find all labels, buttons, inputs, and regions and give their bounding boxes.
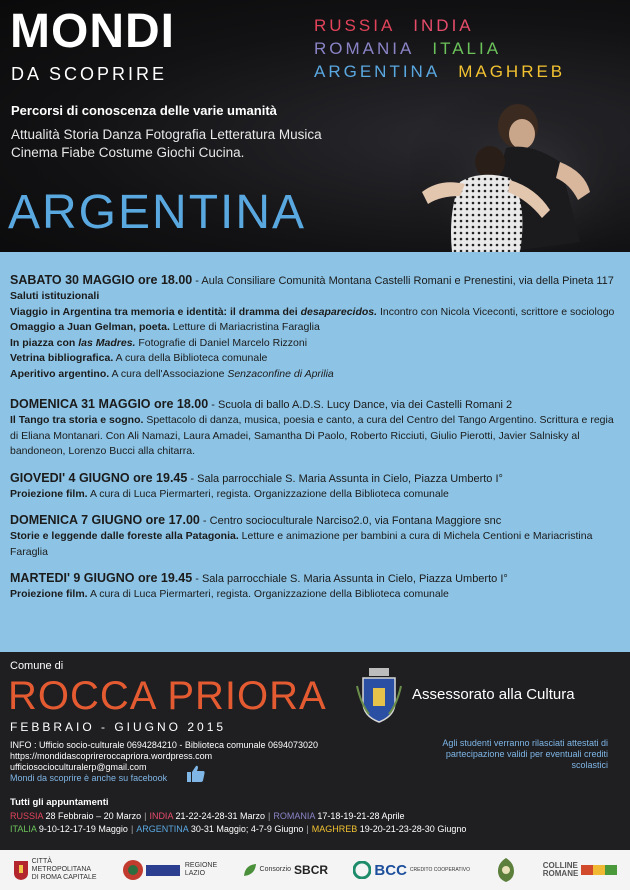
series-subtitle: DA SCOPRIRE	[11, 64, 168, 84]
event-line-title: Viaggio in Argentina tra memoria e identità: il dramma dei	[10, 305, 301, 318]
event-line-desc: A cura di Luca Piermarteri, regista. Organizzazione della Biblioteca comunale	[87, 588, 449, 600]
event-place: - Scuola di ballo A.D.S. Lucy Dance, via dei Castelli Romani 2	[208, 399, 513, 411]
info-email[interactable]: ufficiosocioculturalerp@gmail.com	[10, 762, 147, 772]
event-3	[10, 470, 620, 503]
event-line-title: Il Tango tra storia e sogno.	[10, 414, 144, 426]
event-line-desc: Fotografie di Daniel Marcelo Rizzoni	[135, 336, 308, 349]
sponsor-logos	[0, 850, 630, 890]
info-website[interactable]: https://mondidascoprireroccapriora.wordpress.com	[10, 751, 213, 761]
event-date: SABATO 30 MAGGIO ore 18.00	[10, 273, 193, 287]
info-phones: INFO : Ufficio socio-culturale 0694284210 - Biblioteca comunale 0694073020	[10, 740, 319, 750]
event-line-title-italic: las Madres.	[78, 336, 136, 349]
sched-country: INDIA	[149, 811, 173, 821]
logo-emblem	[495, 857, 517, 883]
event-line-desc: Spettacolo di danza, musica, poesia e canto, a cura del Centro del Tango Argentino. Scrittura e regia di Eliana Montanari. Con Ali Namazi, Laura Amadei, Samantha Di Paolo, Roberto Ricciuti, Giulio Pierotti, Javier Salnisky al bandoneon, Lorenzo Bucci alla chitarra.	[10, 414, 614, 457]
event-line: Saluti istituzionali	[10, 290, 100, 302]
logo-sbcr	[243, 863, 329, 877]
event-date: MARTEDI' 9 GIUGNO ore 19.45	[10, 571, 193, 585]
thumbs-up-icon[interactable]	[186, 765, 206, 783]
sched-dates: 17-18-19-21-28 Aprile	[317, 811, 405, 821]
contact-info	[10, 740, 350, 773]
event-place: - Centro socioculturale Narciso2.0, via Fontana Maggiore snc	[199, 515, 502, 527]
event-line-title: Proiezione film.	[10, 487, 88, 500]
logo-text: COLLINE ROMANE	[542, 861, 579, 878]
tango-dancers-photo	[410, 92, 620, 252]
event-5	[10, 570, 620, 603]
poster-footer	[0, 652, 630, 850]
event-2	[10, 396, 620, 460]
sched-country: RUSSIA	[10, 811, 44, 821]
event-line-title: Storie e leggende dalle foreste alla Patagonia.	[10, 530, 239, 542]
country-russia: RUSSIA	[314, 16, 396, 35]
facebook-link[interactable]: Mondi da scoprire è anche su facebook	[10, 773, 168, 783]
assessorato: Assessorato alla Cultura	[412, 686, 575, 703]
sched-dates: 28 Febbraio – 20 Marzo	[45, 811, 142, 821]
country-romania: ROMANIA	[314, 39, 415, 58]
country-list	[314, 14, 624, 83]
series-title: MONDI	[10, 5, 175, 58]
event-line-desc: A cura di Luca Piermarteri, regista. Organizzazione della Biblioteca comunale	[87, 487, 449, 500]
event-date: GIOVEDI' 4 GIUGNO ore 19.45	[10, 470, 188, 485]
sched-country: MAGHREB	[311, 824, 358, 834]
event-line-desc: A cura della Biblioteca comunale	[113, 352, 268, 364]
event-4	[10, 512, 620, 560]
poster-header	[0, 0, 630, 252]
featured-country: ARGENTINA	[8, 186, 307, 239]
comune-label: Comune di	[10, 660, 64, 672]
logo-citta-metropolitana	[13, 858, 97, 882]
sched-dates: 19-20-21-23-28-30 Giugno	[359, 824, 467, 834]
event-line-desc: Incontro con Nicola Viceconti, scrittore e sociologo	[377, 305, 615, 318]
event-line-title: Vetrina bibliografica.	[10, 352, 114, 364]
event-place: - Sala parrocchiale S. Maria Assunta in Cielo, Piazza Umberto I°	[192, 573, 508, 585]
regione-lazio-icon	[122, 859, 182, 881]
event-line-title: Aperitivo argentino.	[10, 367, 110, 380]
students-note: Agli studenti verranno rilasciati attestati di partecipazione validi per eventuali crediti scolastici	[442, 738, 608, 770]
town-crest-icon	[355, 664, 403, 724]
town-name: ROCCA PRIORA	[8, 674, 327, 718]
metro-crest-icon	[13, 859, 29, 881]
event-date: DOMENICA 7 GIUGNO ore 17.00	[10, 513, 200, 527]
bcc-icon	[353, 861, 371, 879]
event-line-title: Proiezione film.	[10, 588, 88, 600]
topics-list: Attualità Storia Danza Fotografia Letteratura Musica Cinema Fiabe Costume Giochi Cucina.	[11, 127, 322, 160]
sched-dates: 9-10-12-17-19 Maggio	[38, 824, 128, 834]
logo-text: BCC	[374, 861, 407, 879]
country-argentina: ARGENTINA	[314, 62, 441, 81]
logo-text: REGIONE LAZIO	[184, 862, 218, 877]
program-section	[0, 252, 630, 652]
sbcr-leaf-icon	[243, 863, 257, 877]
all-events-label: Tutti gli appuntamenti	[10, 797, 109, 808]
sched-country: ROMANIA	[273, 811, 315, 821]
colline-stripes-icon	[581, 865, 617, 875]
sched-dates: 21-22-24-28-31 Marzo	[175, 811, 266, 821]
logo-colline-romane	[543, 862, 618, 878]
event-line-title-italic: desaparecidos.	[300, 305, 378, 318]
event-date: DOMENICA 31 MAGGIO ore 18.00	[10, 397, 209, 411]
country-maghreb: MAGHREB	[458, 62, 566, 81]
logo-regione-lazio	[122, 859, 217, 881]
event-line-title: In piazza con	[10, 336, 79, 349]
event-line-desc: Letture di Mariacristina Faraglia	[169, 321, 320, 333]
event-place: - Aula Consiliare Comunità Montana Castelli Romani e Prenestini, via della Pineta 117	[192, 275, 614, 287]
sched-dates: 30-31 Maggio; 4-7-9 Giugno	[190, 824, 304, 834]
sched-country: ITALIA	[10, 824, 37, 834]
tagline: Percorsi di conoscenza delle varie umanità	[11, 103, 277, 118]
country-italia: ITALIA	[432, 39, 502, 58]
event-1	[10, 272, 620, 382]
event-line-title: Omaggio a Juan Gelman, poeta.	[10, 321, 170, 333]
logo-text: CITTÀ METROPOLITANA DI ROMA CAPITALE	[31, 858, 97, 881]
emblem-icon	[495, 857, 517, 883]
period: FEBBRAIO - GIUGNO 2015	[10, 720, 227, 734]
event-place: - Sala parrocchiale S. Maria Assunta in Cielo, Piazza Umberto I°	[187, 472, 503, 485]
event-line-desc: A cura dell'Associazione	[109, 367, 228, 380]
logo-bcc	[353, 861, 470, 879]
event-line-desc-italic: Senzaconfine di Aprilia	[227, 367, 334, 380]
sched-country: ARGENTINA	[136, 824, 189, 834]
schedule: RUSSIA 28 Febbraio – 20 Marzo | INDIA 21-22-24-28-31 Marzo | ROMANIA 17-18-19-21-28 Aprile ITALIA 9-10-12-17-19 Maggio | ARGENTINA 30-31 Maggio; 4-7-9 Giugno | MAGHREB 19-20-21-23-28-30 Giugno	[10, 811, 467, 834]
event-line-desc: Letture e animazione per bambini a cura di Michela Centioni e Mariacristina Faraglia	[10, 530, 593, 558]
logo-text-small: CREDITO COOPERATIVO	[409, 867, 471, 873]
logo-text: SBCR	[294, 863, 329, 877]
logo-text-small: Consorzio	[259, 866, 292, 873]
country-india: INDIA	[413, 16, 474, 35]
